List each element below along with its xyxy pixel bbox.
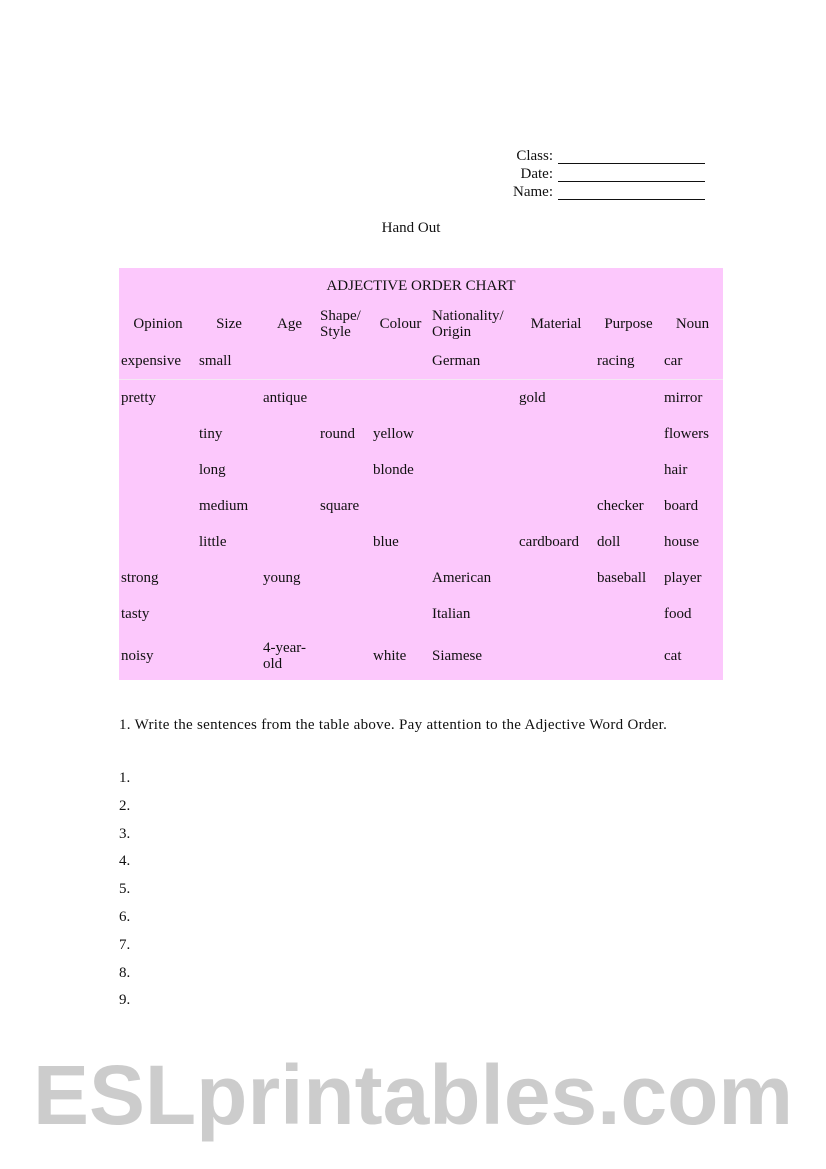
table-cell (197, 632, 261, 680)
table-cell (595, 452, 662, 488)
table-cell (197, 596, 261, 632)
table-cell (371, 380, 430, 417)
table-cell (595, 380, 662, 417)
table-cell: pretty (121, 390, 156, 406)
table-cell: Italian (432, 606, 471, 622)
column-header: Noun (675, 315, 710, 332)
answer-line-number: 5. (119, 881, 131, 898)
answer-line-number: 4. (119, 853, 131, 870)
table-cell: young (263, 570, 301, 586)
table-row (119, 343, 723, 380)
table-cell: cat (664, 648, 682, 664)
table-cell (318, 343, 371, 380)
name-line[interactable] (558, 199, 705, 200)
table-cell: noisy (121, 648, 154, 664)
answer-line-number: 2. (119, 797, 131, 814)
table-cell (318, 632, 371, 680)
table-cell (119, 524, 197, 560)
table-cell (261, 452, 318, 488)
date-label: Date: (520, 166, 553, 182)
class-label: Class: (516, 148, 553, 164)
adjective-order-table (119, 268, 723, 680)
column-header: Nationality/ Origin (432, 307, 504, 340)
table-cell (318, 560, 371, 596)
watermark (0, 1040, 826, 1160)
table-cell: blonde (373, 462, 414, 478)
table-row (119, 560, 723, 596)
class-line[interactable] (558, 163, 705, 164)
table-cell: flowers (664, 426, 709, 442)
table-cell: baseball (597, 570, 647, 586)
column-header: Material (530, 315, 582, 332)
table-cell: house (664, 534, 699, 550)
table-cell: cardboard (519, 534, 579, 550)
table-cell: hair (664, 462, 688, 478)
table-cell (119, 488, 197, 524)
table-cell (119, 416, 197, 452)
table-cell (517, 596, 595, 632)
table-cell: tiny (199, 426, 223, 442)
table-cell: Siamese (432, 648, 482, 664)
table-cell (261, 524, 318, 560)
table-cell (318, 524, 371, 560)
column-header: Age (277, 315, 302, 332)
table-cell (430, 488, 517, 524)
watermark-text: ESLprintables.com (33, 1048, 793, 1143)
table-cell (318, 596, 371, 632)
table-cell: tasty (121, 606, 150, 622)
table-cell: American (432, 570, 492, 586)
answer-line-number: 1. (119, 770, 131, 786)
table-cell (261, 596, 318, 632)
table-cell (318, 380, 371, 417)
date-line[interactable] (558, 181, 705, 182)
table-cell (595, 416, 662, 452)
table-cell: small (197, 343, 261, 380)
answer-line-number: 3. (119, 825, 131, 842)
table-row (119, 596, 723, 632)
column-header: Shape/ Style (320, 307, 361, 340)
table-cell: German (430, 343, 517, 380)
table-cell (318, 452, 371, 488)
task-instruction: 1. Write the sentences from the table above. Pay attention to the Adjective Word Order. (119, 717, 668, 733)
table-cell (119, 452, 197, 488)
class-field[interactable] (440, 148, 710, 166)
table-cell: medium (199, 498, 249, 514)
table-cell: 4-year- old (263, 640, 307, 672)
table-row (119, 380, 723, 417)
table-cell: racing (595, 343, 662, 380)
table-cell: yellow (373, 426, 414, 442)
table-cell (430, 524, 517, 560)
table-cell (261, 488, 318, 524)
table-cell (595, 632, 662, 680)
table-cell: expensive (119, 343, 197, 380)
table-cell (517, 416, 595, 452)
answer-line-number: 7. (119, 936, 131, 953)
table-cell: board (664, 498, 699, 514)
answer-line-number: 9. (119, 992, 131, 1009)
table-cell: gold (519, 390, 546, 406)
table-cell (371, 560, 430, 596)
column-header: Opinion (133, 315, 183, 332)
table-cell (517, 632, 595, 680)
table-cell: blue (373, 534, 399, 550)
column-header: Size (216, 315, 242, 332)
table-cell: checker (597, 498, 644, 514)
table-title: ADJECTIVE ORDER CHART (326, 278, 516, 294)
table-cell: food (664, 606, 692, 622)
table-cell: little (199, 534, 227, 550)
column-header: Purpose (604, 315, 653, 332)
table-cell: mirror (664, 390, 703, 406)
table-cell: car (662, 343, 723, 380)
answer-line-number: 6. (119, 909, 131, 925)
table-cell (595, 596, 662, 632)
name-label: Name: (513, 184, 553, 200)
table-cell: long (199, 462, 226, 478)
table-row (119, 452, 723, 488)
table-cell: antique (263, 390, 308, 406)
table-cell (430, 416, 517, 452)
table-cell: strong (121, 570, 159, 586)
date-field[interactable] (440, 166, 710, 184)
table-row (119, 488, 723, 524)
table-cell: round (320, 426, 355, 442)
table-cell (517, 488, 595, 524)
table-cell: square (320, 498, 360, 514)
table-cell (430, 380, 517, 417)
name-field[interactable] (440, 184, 710, 202)
table-cell (197, 560, 261, 596)
table-cell (430, 452, 517, 488)
table-row (119, 416, 723, 452)
table-cell (517, 452, 595, 488)
answer-line-number: 8. (119, 964, 131, 981)
table-cell (197, 380, 261, 417)
table-cell (261, 343, 318, 380)
handout-title: Hand Out (381, 220, 441, 236)
table-cell (517, 560, 595, 596)
table-cell: white (373, 648, 407, 664)
table-row (119, 632, 723, 680)
table-cell (371, 596, 430, 632)
header-row (119, 304, 723, 343)
table-cell (261, 416, 318, 452)
table-cell: doll (597, 534, 621, 550)
table-cell (517, 343, 595, 380)
table-cell (371, 488, 430, 524)
column-header: Colour (379, 315, 422, 332)
table-cell: player (664, 570, 702, 586)
table-row (119, 524, 723, 560)
table-cell (371, 343, 430, 380)
